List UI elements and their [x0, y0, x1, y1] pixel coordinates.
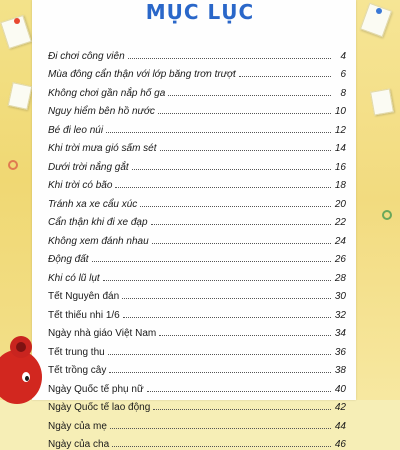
toc-entry[interactable]	[48, 265, 346, 284]
toc-entry-page: 36	[334, 347, 346, 358]
doodle-circle-icon	[382, 210, 392, 220]
toc-entry[interactable]	[48, 154, 346, 173]
toc-entry-title: Tết trồng cây	[48, 365, 106, 376]
toc-entry-page: 24	[334, 236, 346, 247]
dot-leader	[108, 354, 331, 355]
toc-entry-title: Bé đi leo núi	[48, 125, 103, 136]
dot-leader	[151, 224, 331, 225]
dot-leader	[123, 317, 331, 318]
dot-leader	[128, 58, 331, 59]
toc-entry-page: 30	[334, 291, 346, 302]
dot-leader	[239, 76, 331, 77]
toc-entry[interactable]	[48, 284, 346, 303]
sticky-note-right-2	[370, 88, 394, 115]
toc-entry-title: Tránh xa xe cẩu xúc	[48, 199, 137, 210]
toc-entry[interactable]	[48, 99, 346, 118]
toc-entry-title: Khi có lũ lụt	[48, 273, 100, 284]
toc-entry-page: 32	[334, 310, 346, 321]
toc-entry-page: 40	[334, 384, 346, 395]
toc-entry[interactable]	[48, 80, 346, 99]
toc-entry[interactable]	[48, 358, 346, 377]
toc-entry-title: Tết thiếu nhi 1/6	[48, 310, 120, 321]
dot-leader	[106, 132, 331, 133]
toc-entry[interactable]	[48, 173, 346, 192]
dot-leader	[152, 243, 331, 244]
toc-entry[interactable]	[48, 136, 346, 155]
toc-entry-title: Cẩn thận khi đi xe đạp	[48, 217, 148, 228]
toc-entry-page: 10	[334, 106, 346, 117]
toc-entry-page: 12	[334, 125, 346, 136]
dot-leader	[109, 372, 331, 373]
toc-entry-page: 20	[334, 199, 346, 210]
toc-entry[interactable]	[48, 432, 346, 450]
dot-leader	[168, 95, 331, 96]
toc-entry[interactable]	[48, 228, 346, 247]
table-of-contents	[48, 43, 346, 450]
toc-entry-title: Đi chơi công viên	[48, 51, 125, 62]
right-decor-strip	[356, 0, 400, 400]
toc-entry[interactable]	[48, 117, 346, 136]
toc-entry-title: Khi trời mưa gió sấm sét	[48, 143, 157, 154]
dot-leader	[110, 428, 331, 429]
dot-leader	[103, 280, 331, 281]
toc-entry-page: 28	[334, 273, 346, 284]
dot-leader	[112, 446, 331, 447]
toc-entry[interactable]	[48, 321, 346, 340]
toc-entry-page: 16	[334, 162, 346, 173]
dot-leader	[122, 298, 331, 299]
dot-leader	[158, 113, 331, 114]
dot-leader	[159, 335, 331, 336]
toc-entry[interactable]	[48, 395, 346, 414]
toc-entry-title: Mùa đông cẩn thận với lớp băng trơn trượt	[48, 69, 236, 80]
toc-entry-title: Nguy hiểm bên hồ nước	[48, 106, 155, 117]
toc-entry-title: Ngày của mẹ	[48, 421, 107, 432]
toc-entry-title: Dưới trời nắng gắt	[48, 162, 129, 173]
toc-entry-page: 22	[334, 217, 346, 228]
dot-leader	[140, 206, 331, 207]
toc-entry-page: 44	[334, 421, 346, 432]
dot-leader	[115, 187, 331, 188]
toc-entry[interactable]	[48, 210, 346, 229]
toc-entry-page: 26	[334, 254, 346, 265]
toc-entry-title: Ngày của cha	[48, 439, 109, 450]
toc-entry-page: 6	[334, 69, 346, 80]
toc-entry[interactable]	[48, 247, 346, 266]
toc-entry-title: Ngày nhà giáo Việt Nam	[48, 328, 156, 339]
toc-entry-page: 4	[334, 51, 346, 62]
dot-leader	[132, 169, 331, 170]
toc-entry[interactable]	[48, 43, 346, 62]
toc-entry[interactable]	[48, 302, 346, 321]
dot-leader	[147, 391, 331, 392]
toc-entry[interactable]	[48, 62, 346, 81]
toc-entry-title: Khi trời có bão	[48, 180, 112, 191]
toc-entry-title: Tết Nguyên đán	[48, 291, 119, 302]
toc-entry-title: Tết trung thu	[48, 347, 105, 358]
toc-entry[interactable]	[48, 376, 346, 395]
toc-entry-title: Ngày Quốc tế lao động	[48, 402, 150, 413]
page-title: MỤC LỤC	[0, 0, 400, 26]
toc-entry-title: Động đất	[48, 254, 89, 265]
dot-leader	[92, 261, 331, 262]
toc-entry[interactable]	[48, 339, 346, 358]
toc-entry[interactable]	[48, 191, 346, 210]
toc-entry-title: Không chơi gần nắp hố ga	[48, 88, 165, 99]
dot-leader	[160, 150, 331, 151]
doodle-circle-icon	[8, 160, 18, 170]
toc-entry-page: 8	[334, 88, 346, 99]
toc-entry-page: 46	[334, 439, 346, 450]
toc-entry-page: 38	[334, 365, 346, 376]
toc-entry-page: 42	[334, 402, 346, 413]
toc-entry-title: Không xem đánh nhau	[48, 236, 149, 247]
toc-entry-page: 18	[334, 180, 346, 191]
bear-mascot-icon	[0, 336, 44, 400]
toc-entry-page: 14	[334, 143, 346, 154]
toc-entry-page: 34	[334, 328, 346, 339]
dot-leader	[153, 409, 331, 410]
toc-entry[interactable]	[48, 413, 346, 432]
toc-entry-title: Ngày Quốc tế phụ nữ	[48, 384, 144, 395]
